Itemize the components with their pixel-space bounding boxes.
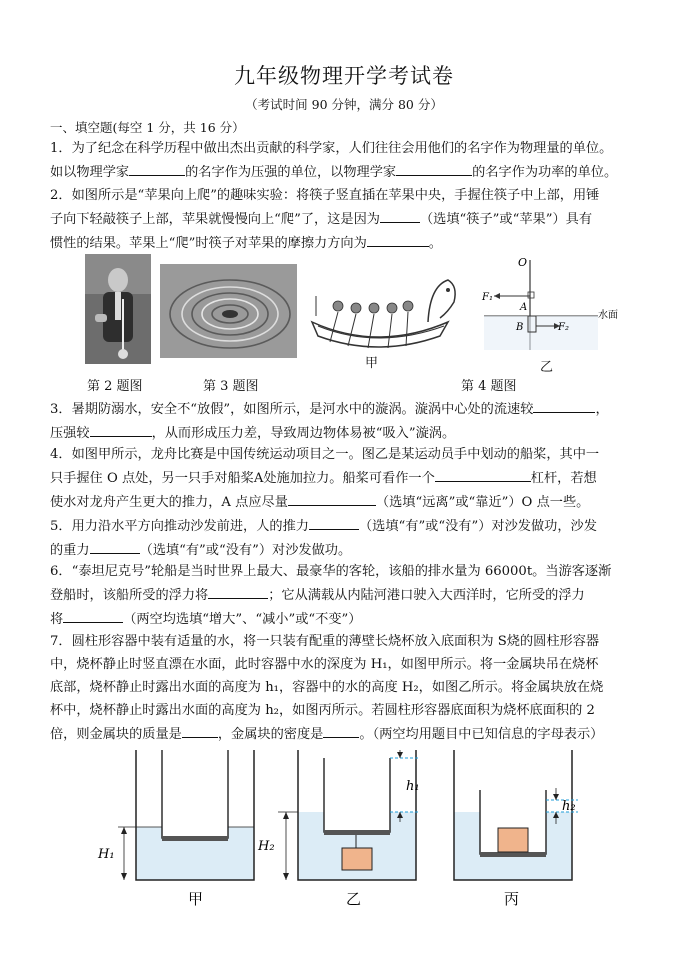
label-B: B xyxy=(516,322,524,333)
answer-blank[interactable] xyxy=(435,466,531,482)
question-7 xyxy=(50,630,640,746)
label-A: A xyxy=(520,302,528,313)
exam-subtitle: （考试时间 90 分钟，满分 80 分） xyxy=(245,97,443,112)
container-jia xyxy=(97,750,254,880)
q6-line1: 6．“泰坦尼克号”轮船是当时世界上最大、最豪华的客轮，该船的排水量为 66000t。当游客逐渐 xyxy=(50,564,612,579)
container-bing xyxy=(454,750,578,880)
q2-line2: 子向下轻敲筷子上部，苹果就慢慢向上“爬”了，这是因为 （选填“筷子”或“苹果”）具有 xyxy=(50,207,640,231)
question-6 xyxy=(50,560,640,631)
q6-line2: 登船时，该船所受的浮力将 ；它从满载从内陆河港口驶入大西洋时，它所受的浮力 xyxy=(50,583,640,607)
question-5 xyxy=(50,514,640,562)
answer-blank[interactable] xyxy=(90,421,152,437)
caption-figure-3: 第 3 题图 xyxy=(203,379,259,394)
q2-line1: 2．如图所示是“苹果向上爬”的趣味实验：将筷子竖直插在苹果中央，手握住筷子中上部，用锤 xyxy=(50,188,600,203)
q7-line2: 中，烧杯静止时竖直漂在水面，此时容器中水的深度为 H₁，如图甲所示。将一金属块吊在烧杯 xyxy=(50,657,599,672)
answer-blank[interactable] xyxy=(309,514,359,530)
answer-blank[interactable] xyxy=(367,231,429,247)
dragon-boat-drawing xyxy=(308,266,460,362)
answer-blank[interactable] xyxy=(288,490,376,506)
caption-figure-4: 第 4 题图 xyxy=(461,379,517,394)
label-h1: h₁ xyxy=(406,779,420,794)
container-yi xyxy=(257,750,420,880)
question-1 xyxy=(50,137,640,184)
answer-blank[interactable] xyxy=(208,583,268,599)
question-2 xyxy=(50,184,640,255)
beaker-float-diagram xyxy=(90,750,630,910)
q5-line2: 的重力 （选填“有”或“没有”）对沙发做功。 xyxy=(50,538,640,562)
answer-blank[interactable] xyxy=(380,207,420,223)
q4-line3: 使水对龙舟产生更大的推力，A 点应尽量 （选填“远离”或“靠近”）O 点一些。 xyxy=(50,490,640,514)
label-F1: F₁ xyxy=(482,292,493,303)
apple-experiment-photo xyxy=(85,254,151,364)
q6-line3: 将 （两空均选填“增大”、“减小”或“不变”） xyxy=(50,607,640,631)
answer-blank[interactable] xyxy=(182,722,218,738)
q5-line1: 5．用力沿水平方向推动沙发前进，人的推力 （选填“有”或“没有”）对沙发做功，沙发 xyxy=(50,514,640,538)
label-h2: h₂ xyxy=(562,799,576,814)
answer-blank[interactable] xyxy=(396,160,472,176)
oar-lever-diagram xyxy=(480,252,620,357)
label-H1: H₁ xyxy=(98,847,115,862)
q4-line2: 只手握住 O 点处，另一只手对船桨A处施加拉力。船桨可看作一个 杠杆，若想 xyxy=(50,466,640,490)
label-O: O xyxy=(518,256,528,269)
figure-label-yi: 乙 xyxy=(540,360,554,375)
section-heading: 一、填空题(每空 1 分，共 16 分） xyxy=(50,120,245,135)
q1-line2: 如以物理学家 的名字作为压强的单位，以物理学家 的名字作为功率的单位。 xyxy=(50,160,640,184)
q7-line4: 杯中，烧杯静止时露出水面的高度为 h₂，如图丙所示。若圆柱形容器底面积为烧杯底面积的 2 xyxy=(50,703,595,718)
answer-blank[interactable] xyxy=(323,722,359,738)
answer-blank[interactable] xyxy=(90,538,140,554)
q7-line5: 倍，则金属块的质量是 ，金属块的密度是 。（两空均用题目中已知信息的字母表示） xyxy=(50,722,640,746)
label-F2: F₂ xyxy=(558,322,569,333)
question-4 xyxy=(50,443,640,514)
label-H2: H₂ xyxy=(258,839,275,854)
label-yi: 乙 xyxy=(346,890,362,908)
q4-line1: 4．如图甲所示，龙舟比赛是中国传统运动项目之一。图乙是某运动员手中划动的船桨，其中一 xyxy=(50,447,600,462)
question-3 xyxy=(50,397,640,445)
caption-figure-2: 第 2 题图 xyxy=(87,379,143,394)
label-bing: 丙 xyxy=(504,890,520,908)
figure-label-jia: 甲 xyxy=(365,356,379,371)
answer-blank[interactable] xyxy=(129,160,185,176)
page-title: 九年级物理开学考试卷 xyxy=(234,64,454,88)
answer-blank[interactable] xyxy=(533,397,595,413)
q3-line1: 3．暑期防溺水，安全不“放假”，如图所示，是河水中的漩涡。漩涡中心处的流速较 ， xyxy=(50,397,640,421)
q7-line3: 底部，烧杯静止时露出水面的高度为 h₁，容器中的水的高度 H₂，如图乙所示。将金属块放在烧 xyxy=(50,680,604,695)
q7-line1: 7．圆柱形容器中装有适量的水，将一只装有配重的薄壁长烧杯放入底面积为 S烧的圆柱形容器 xyxy=(50,634,600,649)
answer-blank[interactable] xyxy=(63,607,123,623)
whirlpool-photo xyxy=(160,264,297,358)
q3-line2: 压强较 ，从而形成压力差，导致周边物体易被“吸入”漩涡。 xyxy=(50,421,640,445)
q1-line1: 1．为了纪念在科学历程中做出杰出贡献的科学家，人们往往会用他们的名字作为物理量的单位。 xyxy=(50,141,613,156)
label-water-surface: 水面 xyxy=(598,310,618,321)
q2-line3: 惯性的结果。苹果上“爬”时筷子对苹果的摩擦力方向为 。 xyxy=(50,231,640,255)
label-jia: 甲 xyxy=(188,890,204,908)
